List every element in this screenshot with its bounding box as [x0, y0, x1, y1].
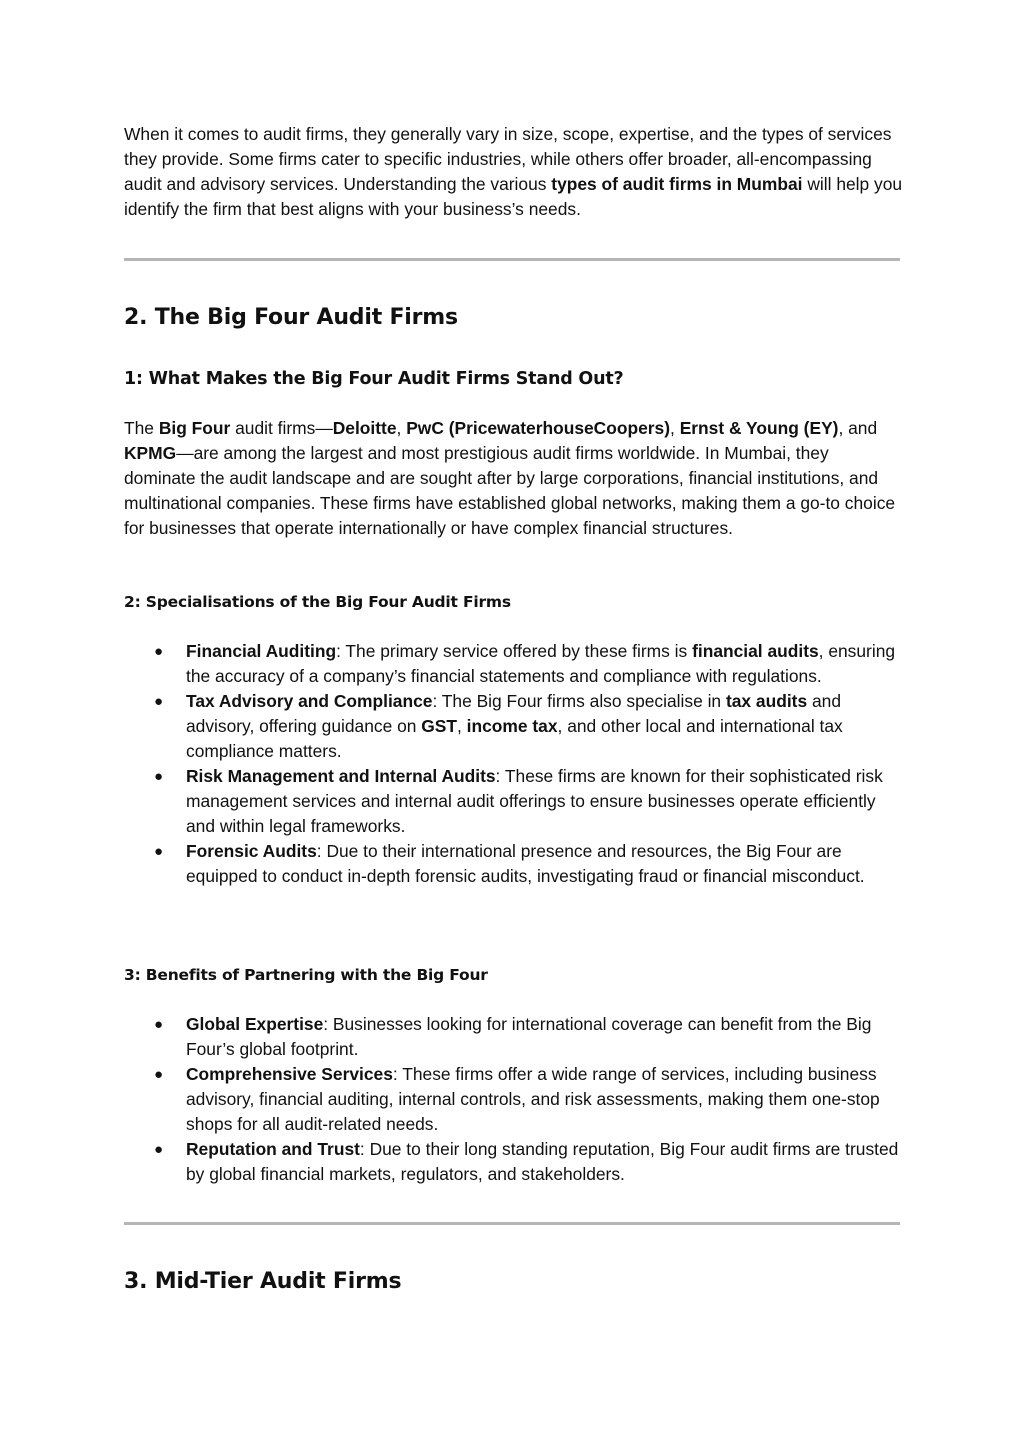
text-run: : Businesses looking for international coverage can benefit from the Big Four’s global footprint.: [186, 1014, 872, 1059]
text-run: The: [124, 418, 159, 438]
list-item: [124, 639, 904, 689]
section-heading: 2. The Big Four Audit Firms: [124, 305, 458, 330]
item-title: Comprehensive Services: [186, 1064, 393, 1084]
list-item: [124, 689, 904, 764]
bold-run: income tax: [466, 716, 558, 736]
text-run: : These firms are known for their sophisticated risk management services and internal audit offerings to ensure businesses operate efficiently and within legal frameworks.: [186, 766, 883, 836]
text-run: —are among the largest and most prestigious audit firms worldwide. In Mumbai, they dominate the audit landscape and are sought after by large corporations, financial institutions, and multinational companies. These firms have established global networks, making them a go-to choice for businesses that operate internationally or have complex financial structures.: [124, 443, 896, 538]
bold-run: Ernst & Young (EY): [679, 418, 839, 438]
bullet-icon: ●: [154, 643, 164, 660]
subsection-heading: 3: Benefits of Partnering with the Big Four: [124, 966, 488, 984]
list-item: [124, 1012, 904, 1062]
section-divider: [124, 258, 900, 261]
section-divider: [124, 1222, 900, 1225]
text-run: and advisory, offering guidance on: [186, 691, 841, 736]
bold-run: tax audits: [725, 691, 808, 711]
bold-run: PwC (PricewaterhouseCoopers): [406, 418, 671, 438]
text-run: audit firms—: [230, 418, 333, 438]
text-run: : These firms offer a wide range of services, including business advisory, financial auditing, internal controls, and risk assessments, making them one-stop shops for all audit-related needs.: [186, 1064, 880, 1134]
intro-bold-link-text: types of audit firms in Mumbai: [551, 174, 803, 194]
bullet-icon: ●: [154, 1141, 164, 1158]
bold-run: financial audits: [692, 641, 819, 661]
bold-run: KPMG: [124, 443, 177, 463]
text-run: : Due to their long standing reputation, Big Four audit firms are trusted by global financial markets, regulators, and stakeholders.: [186, 1139, 899, 1184]
benefits-list: [124, 1012, 904, 1187]
list-item: [124, 839, 904, 889]
list-item: [124, 1137, 904, 1187]
bullet-icon: ●: [154, 1066, 164, 1083]
text-run: ,: [396, 418, 407, 438]
bullet-icon: ●: [154, 768, 164, 785]
bold-run: Big Four: [158, 418, 231, 438]
text-run: : Due to their international presence and resources, the Big Four are equipped to conduct in-depth forensic audits, investigating fraud or financial misconduct.: [186, 841, 865, 886]
bold-run: GST: [421, 716, 457, 736]
intro-text-end: will help you identify the firm that best aligns with your business’s needs.: [124, 174, 903, 219]
bullet-icon: ●: [154, 1016, 164, 1033]
item-title: Reputation and Trust: [186, 1139, 360, 1159]
list-item: [124, 1062, 904, 1137]
text-run: , and: [838, 418, 878, 438]
item-title: Tax Advisory and Compliance: [186, 691, 433, 711]
subsection-heading: 2: Specialisations of the Big Four Audit Firms: [124, 593, 511, 611]
text-run: : The primary service offered by these firms is: [336, 641, 693, 661]
bold-run: Deloitte: [332, 418, 397, 438]
text-run: : The Big Four firms also specialise in: [432, 691, 726, 711]
section-heading: 3. Mid-Tier Audit Firms: [124, 1269, 402, 1294]
text-run: ,: [457, 716, 467, 736]
text-run: , ensuring the accuracy of a company’s financial statements and compliance with regulations.: [186, 641, 896, 686]
bullet-icon: ●: [154, 693, 164, 710]
text-run: ,: [670, 418, 680, 438]
list-item: [124, 764, 904, 839]
big-four-paragraph: [124, 416, 904, 541]
item-title: Global Expertise: [186, 1014, 324, 1034]
intro-paragraph: [124, 122, 904, 222]
item-title: Forensic Audits: [186, 841, 317, 861]
bullet-icon: ●: [154, 843, 164, 860]
item-title: Financial Auditing: [186, 641, 337, 661]
text-run: , and other local and international tax compliance matters.: [186, 716, 843, 761]
subsection-heading: 1: What Makes the Big Four Audit Firms Stand Out?: [124, 369, 624, 389]
specialisations-list: [124, 639, 904, 889]
intro-text: When it comes to audit firms, they generally vary in size, scope, expertise, and the types of services they provide. Some firms cater to specific industries, while others offer broader, all-encompassing audit and advisory services. Understanding the various: [124, 124, 892, 194]
item-title: Risk Management and Internal Audits: [186, 766, 496, 786]
